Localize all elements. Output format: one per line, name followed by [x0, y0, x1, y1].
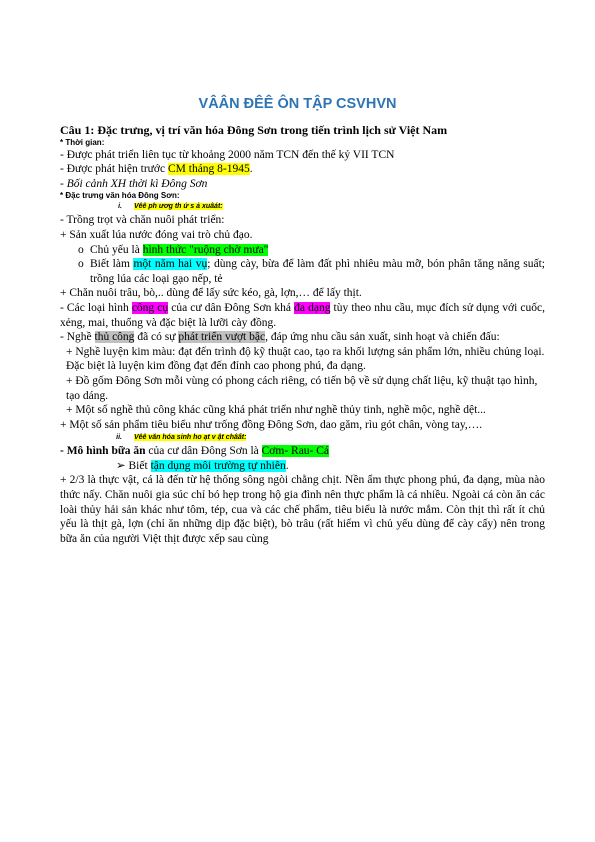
- arrow-bullet-icon: ➢: [116, 459, 126, 472]
- paragraph-other-crafts: + Một số nghề thủ công khác cũng khá phát triển như nghề thủy tinh, nghề mộc, nghề dệt...: [66, 404, 486, 417]
- document-title: VÂÂN ĐÊÊ ÔN TẬP CSVHVN: [198, 96, 397, 112]
- section-ii-heading: ii. Vêê văn hóa sinh ho ạt v ật châất:: [116, 434, 247, 442]
- highlight-handicraft: thủ công: [94, 331, 135, 344]
- paragraph-rice: + Sản xuất lúa nước đóng vai trò chủ đạo.: [60, 228, 253, 241]
- question-1-heading: Câu 1: Đặc trưng, vị trí văn hóa Đông Sơn trong tiến trình lịch sử Việt Nam: [60, 123, 448, 137]
- paragraph-diet: + 2/3 là thực vật, cá là đến từ hệ thống sông ngòi chằng chịt. Nền ẩm thực phong phú, đa dạng, mùa nào thức nấy. Chăn nuôi gia súc chỉ bó hẹp trong hộ gia đình nên thực phẩm là cá nhiều. Ngoài cá còn ăn các loài thủy hải sản khác như tôm, tép, cua và các chế phẩm, tiêu biểu là nước mắm. Còn thịt thì rất ít chủ yếu là thịt gà, lợn (chỉ ăn những dịp đặc biệt), bò trâu (rất hiếm vì chủ yếu dùng để cày cấy) nên trong bữa ăn của người Việt thịt được xếp sau cùng: [60, 474, 545, 545]
- paragraph-livestock: + Chăn nuôi trâu, bò,.. dùng để lấy sức kéo, gà, lợn,… để lấy thịt.: [60, 287, 362, 300]
- paragraph-nature: ➢ Biết tận dụng môi trường tự nhiên.: [116, 459, 289, 472]
- highlight-nature: tận dụng môi trường tự nhiên: [150, 459, 286, 472]
- highlight-cm-thang-8: CM tháng 8-1945: [167, 163, 250, 176]
- time-line-1: - Được phát triển liên tục từ khoảng 2000 năm TCN đến thế kỷ VII TCN: [60, 148, 395, 161]
- paragraph-handicraft: - Nghề thủ công đã có sự phát triển vượt bậc, đáp ứng nhu cầu sản xuất, sinh hoạt và chiến đấu:: [60, 331, 500, 344]
- highlight-tools: công cụ: [131, 301, 169, 314]
- paragraph-pottery: + Đồ gốm Đông Sơn mỗi vùng có phong cách riêng, có tiến bộ về sử dụng chất liệu, kỹ thuật tạo hình, tạo dáng.: [66, 374, 538, 402]
- document-body: [60, 123, 545, 546]
- time-line-3: - Bối cảnh XH thời kì Đông Sơn: [60, 177, 208, 190]
- highlight-development: phát triển vượt bậc: [178, 331, 266, 344]
- paragraph-products: + Một số sản phẩm tiêu biểu như trống đồng Đông Sơn, dao găm, rìu gót chân, vòng tay,….: [60, 418, 483, 431]
- section-i-heading: i. Vêê ph ươg th ứ s ả xuâát:: [118, 203, 223, 211]
- paragraph-farming: - Trồng trọt và chăn nuôi phát triển:: [60, 214, 225, 227]
- characteristics-label: * Đặc trưng văn hóa Đông Sơn:: [60, 191, 180, 201]
- list-item-rain-fields: o Chủ yếu là hình thức "ruộng chờ mưa": [78, 243, 269, 256]
- time-line-2: - Được phát hiện trước CM tháng 8-1945.: [60, 163, 253, 176]
- list-item-two-crops: o Biết làm một năm hai vụ; dùng cày, bừa để làm đất phì nhiêu màu mỡ, bón phân tăng năng suất; trồng lúa các loại gạo nếp, tẻ: [78, 258, 545, 285]
- paragraph-tools: - Các loại hình công cụ của cư dân Đông Sơn khá đa dạng tùy theo nhu cầu, mục đích sử dụng với cuốc, xẻng, mai, thuổng và đặc biệt là lưỡi cày đồng.: [60, 301, 545, 329]
- paragraph-meal-model: - Mô hình bữa ăn của cư dân Đông Sơn là Cơm- Rau- Cá: [60, 445, 330, 458]
- highlight-diverse: đa dạng: [294, 301, 331, 314]
- highlight-two-crops: một năm hai vụ: [133, 258, 208, 271]
- highlight-rain-fields: hình thức "ruộng chờ mưa": [142, 243, 269, 256]
- highlight-com-rau-ca: Cơm- Rau- Cá: [261, 445, 330, 458]
- time-label: * Thời gian:: [60, 137, 105, 147]
- paragraph-metallurgy: + Nghề luyện kim màu: đạt đến trình độ kỹ thuật cao, tạo ra khối lượng sản phẩm lớn, nhiều chủng loại. Đặc biệt là luyện kim đồng đạt đến đỉnh cao phong phú, đa dạng.: [66, 345, 545, 373]
